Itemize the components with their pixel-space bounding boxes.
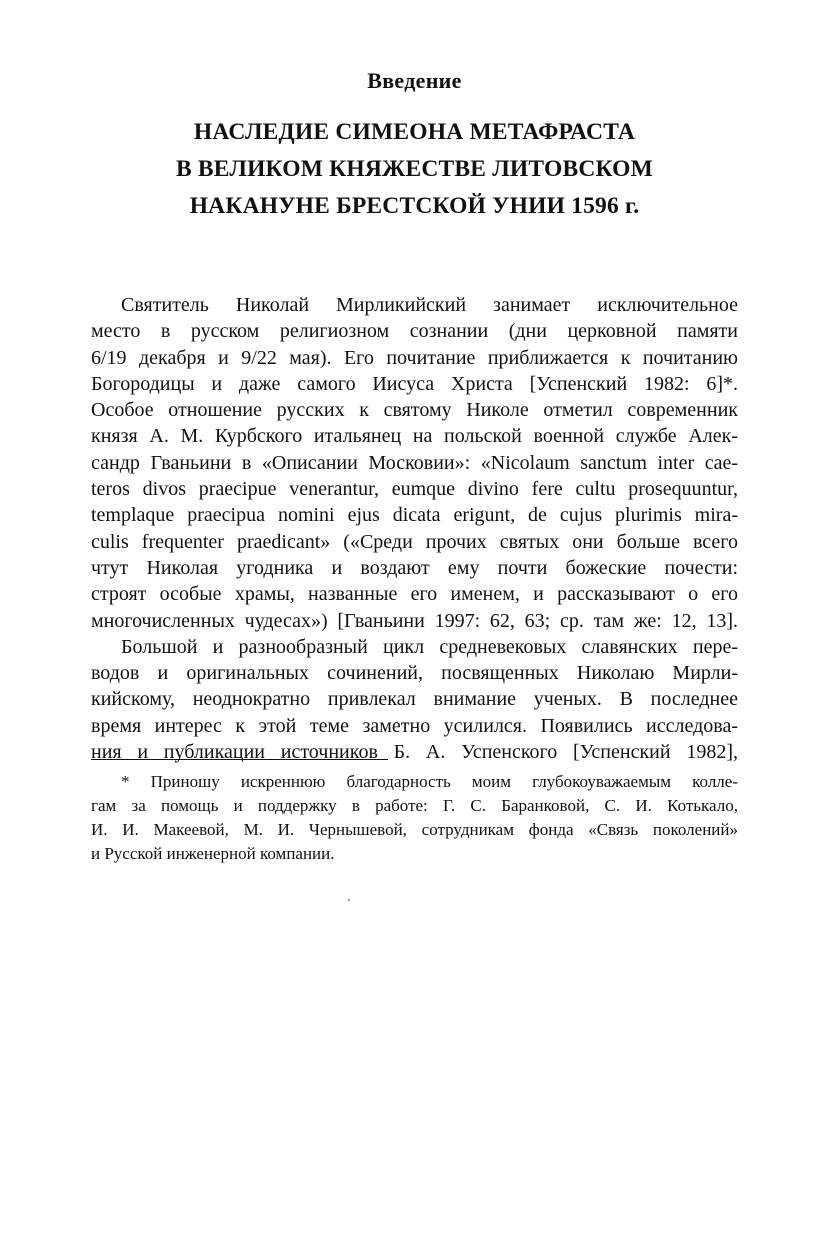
- footnote-line: гам за помощь и поддержку в работе: Г. С. Баранковой, С. И. Котькало,: [91, 796, 738, 815]
- text-line: Большой и разнообразный цикл средневековых славянских пере-: [121, 635, 738, 658]
- text-line: templaque praecipua nomini ejus dicata erigunt, de cujus plurimis mira-: [91, 504, 738, 527]
- paragraph-2: [91, 634, 738, 765]
- text-line: место в русском религиозном сознании (дни церковной памяти: [91, 320, 738, 343]
- text-line: ния и публикации источников Б. А. Успенского [Успенский 1982],: [91, 741, 738, 764]
- footnote-line: и Русской инженерной компании.: [91, 844, 335, 863]
- title-line: В ВЕЛИКОМ КНЯЖЕСТВЕ ЛИТОВСКОМ: [175, 156, 654, 182]
- footnote-divider: [91, 759, 388, 760]
- text-line: водов и оригинальных сочинений, посвященных Николаю Мирли-: [91, 662, 738, 685]
- title-line: НАКАНУНЕ БРЕСТСКОЙ УНИИ 1596 г.: [189, 193, 640, 219]
- text-line: строят особые храмы, названные его именем, и рассказывают о его: [91, 583, 738, 606]
- title-line: НАСЛЕДИЕ СИМЕОНА МЕТАФРАСТА: [193, 119, 636, 145]
- text-line: время интерес к этой теме заметно усилился. Появились исследова-: [91, 714, 738, 737]
- footnote-line: * Приношу искреннюю благодарность моим глубокоуважаемым колле-: [121, 772, 738, 791]
- text-line: чтут Николая угодника и воздают ему почти божеские почести:: [91, 556, 738, 579]
- text-line: князя А. М. Курбского итальянец на польской военной службе Алек-: [91, 425, 738, 448]
- text-line: Особое отношение русских к святому Николе отметил современник: [91, 399, 738, 422]
- text-line: кийскому, неоднократно привлекал внимание ученых. В последнее: [91, 688, 738, 711]
- section-label: Введение: [367, 68, 462, 93]
- footnote-line: И. И. Макеевой, М. И. Чернышевой, сотрудникам фонда «Связь поколений»: [91, 820, 738, 839]
- text-line: culis frequenter praedicant» («Среди прочих святых они больше всего: [91, 530, 738, 553]
- body-text: [91, 292, 738, 765]
- paragraph-1: [91, 292, 738, 634]
- chapter-title: [91, 114, 738, 225]
- text-line: Святитель Николай Мирликийский занимает исключительное: [121, 294, 738, 316]
- footnote: [91, 770, 738, 866]
- scan-speck: [348, 899, 350, 901]
- text-line: 6/19 декабря и 9/22 мая). Его почитание приближается к почитанию: [91, 346, 738, 369]
- text-line: teros divos praecipue venerantur, eumque divino fere cultu prosequuntur,: [91, 478, 738, 501]
- text-line: многочисленных чудесах») [Гваньини 1997: 62, 63; ср. там же: 12, 13].: [91, 609, 738, 632]
- text-line: сандр Гваньини в «Описании Московии»: «Nicolaum sanctum inter caе-: [91, 451, 738, 474]
- text-line: Богородицы и даже самого Иисуса Христа [Успенский 1982: 6]*.: [91, 372, 738, 395]
